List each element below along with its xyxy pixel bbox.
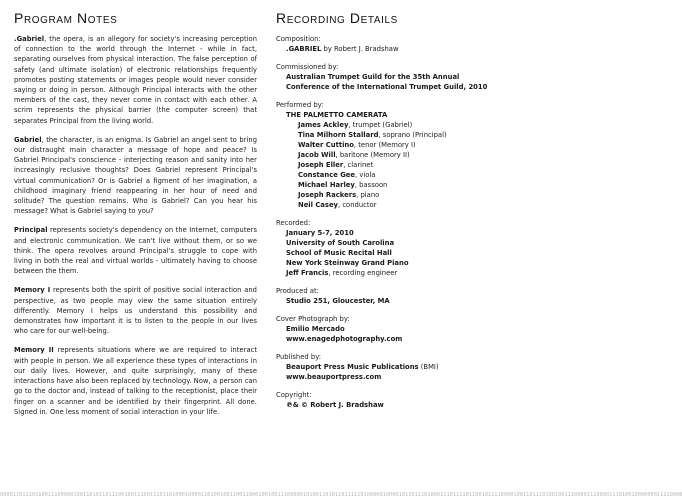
note-text: represents situations where we are required to interact with people in person. We all experience these types of interactions in our daily lives. However, and quite surprisingly, many of these interactions have also been replaced by technology. Now, a person can go to the doctor and, instead of talking to the receptionist, place their finger on a scanner and be identified by their fingerprint. All done. Signed in. One less moment of social interaction in your life.	[14, 346, 257, 416]
note-term: Memory I	[14, 286, 51, 295]
composition-by: by Robert J. Bradshaw	[321, 45, 399, 53]
note-gabriel	[14, 135, 257, 217]
copyright-label: Copyright:	[276, 391, 312, 399]
copyright-section	[276, 390, 490, 410]
performer-line	[276, 190, 490, 200]
note-principal	[14, 225, 257, 276]
recorded-date: January 5-7, 2010	[286, 229, 354, 237]
composition-label: Composition:	[276, 35, 321, 43]
note-text: , the opera, is an allegory for society's increasing perception of connection to the world through the Internet - while in fact, separating ourselves from physical interaction. The false perception of safety (and ultimate isolation) of electronic relationships frequently promotes posting statements or images people would never consider saying or doing in person. Although Principal interacts with the other members of the cast, they never come in contact with each other. A scrim represents the physical barrier (the computer screen) that separates Principal from the living world.	[14, 35, 257, 125]
performer-name: Joseph Rackers	[298, 191, 357, 199]
publisher-title: Beauport Press Music Publications	[286, 363, 419, 371]
performer-line	[276, 200, 490, 210]
performer-line	[276, 120, 490, 130]
composition-title: .GABRIEL	[286, 45, 322, 53]
performer-role: , trumpet (Gabriel)	[348, 121, 413, 129]
performer-line	[276, 160, 490, 170]
recorded-hall: School of Music Recital Hall	[286, 249, 392, 257]
publisher-url[interactable]: www.beauportpress.com	[286, 373, 382, 381]
program-notes-heading: Program Notes	[14, 10, 118, 26]
publisher-name	[276, 362, 490, 372]
performer-name: Neil Casey	[298, 201, 338, 209]
commission-value: Australian Trumpet Guild for the 35th Annual Conference of the International Trumpet Guild, 2010	[286, 73, 488, 91]
performers-section	[276, 100, 490, 210]
note-text: represents society's dependency on the Internet, computers and electronic communication. We can't live without them, or so we think. The opera revolves around Principal's struggle to cope with living in both the real and virtual worlds - ultimately having to choose between the them.	[14, 226, 257, 276]
performer-name: Walter Cuttino	[298, 141, 354, 149]
note-opera	[14, 34, 257, 126]
note-memory-1	[14, 285, 257, 336]
performer-role: , clarinet	[343, 161, 374, 169]
binary-footer-strip: 0000110111011001110000010011010110111001001110011101101000100001101001001100110001001001110000010100110101101111101000001000010110111010001110111101100101111000010011011101001001110000111000011101001000000011110000	[0, 492, 682, 498]
note-term: Principal	[14, 226, 48, 235]
composition-value	[276, 44, 490, 54]
performer-line	[276, 130, 490, 140]
performer-role: , viola	[355, 171, 376, 179]
note-term: Memory II	[14, 346, 54, 355]
engineer-name: Jeff Francis	[286, 269, 329, 277]
performer-role: , tenor (Memory I)	[353, 141, 416, 149]
publisher-section	[276, 352, 490, 382]
note-term: Gabriel	[14, 135, 42, 144]
commission-label: Commissioned by:	[276, 63, 339, 71]
note-memory-2	[14, 345, 257, 416]
performer-name: Constance Gee	[298, 171, 356, 179]
copyright-value: ℗& © Robert J. Bradshaw	[286, 401, 384, 409]
cover-section	[276, 314, 490, 344]
recorded-university: University of South Carolina	[286, 239, 395, 247]
composition-section	[276, 34, 490, 54]
photographer-url[interactable]: www.enagedphotography.com	[286, 335, 403, 343]
performer-line	[276, 140, 490, 150]
produced-value: Studio 251, Gloucester, MA	[286, 297, 390, 305]
performer-role: , conductor	[338, 201, 377, 209]
performer-name: Michael Harley	[298, 181, 355, 189]
note-term: .Gabriel	[14, 35, 45, 43]
commission-section	[276, 62, 490, 92]
produced-label: Produced at:	[276, 287, 319, 295]
performer-role: , bassoon	[354, 181, 388, 189]
publisher-label: Published by:	[276, 353, 322, 361]
recorded-piano: New York Steinway Grand Piano	[286, 259, 409, 267]
performer-role: , piano	[356, 191, 380, 199]
engineer-role: , recording engineer	[328, 269, 398, 277]
produced-section	[276, 286, 490, 306]
recording-details-heading: Recording Details	[276, 10, 398, 26]
performer-role: , soprano (Principal)	[378, 131, 447, 139]
performer-line	[276, 170, 490, 180]
recording-details-column	[276, 10, 490, 418]
performer-role: , baritone (Memory II)	[335, 151, 410, 159]
performer-name: Joseph Eller	[298, 161, 344, 169]
program-notes-column	[14, 10, 257, 426]
performers-label: Performed by:	[276, 101, 324, 109]
performer-name: Jacob Will	[298, 151, 336, 159]
performer-line	[276, 150, 490, 160]
recording-engineer	[276, 268, 490, 278]
performer-line	[276, 180, 490, 190]
ensemble-name: THE PALMETTO CAMERATA	[286, 111, 388, 119]
note-text: represents both the spirit of positive social interaction and perspective, as two people may view the same situation entirely differently. Memory I helps us understand this possibility and demonstrates how important it is to listen to the people in our lives who care for our well-being.	[14, 286, 257, 336]
photographer-name: Emilio Mercado	[286, 325, 345, 333]
performer-name: Tina Milhorn Stallard	[298, 131, 379, 139]
cover-label: Cover Photograph by:	[276, 315, 350, 323]
recorded-label: Recorded:	[276, 219, 311, 227]
publisher-pro: (BMI)	[418, 363, 439, 371]
performer-name: James Ackley	[298, 121, 349, 129]
note-text: , the character, is an enigma. Is Gabriel an angel sent to bring our distraught main character a message of hope and peace? Is Gabriel Principal's conscience - interjecting reason and sanity into her increasingly reclusive thoughts? Does Gabriel represent Principal's virtual communication? Or is Gabriel a figment of her imagination, a childhood imaginary friend reappearing in her hour of need and solitude? The question remains. Who is Gabriel? Can you hear his message? What is Gabriel saying to you?	[14, 135, 257, 216]
recorded-section	[276, 218, 490, 278]
